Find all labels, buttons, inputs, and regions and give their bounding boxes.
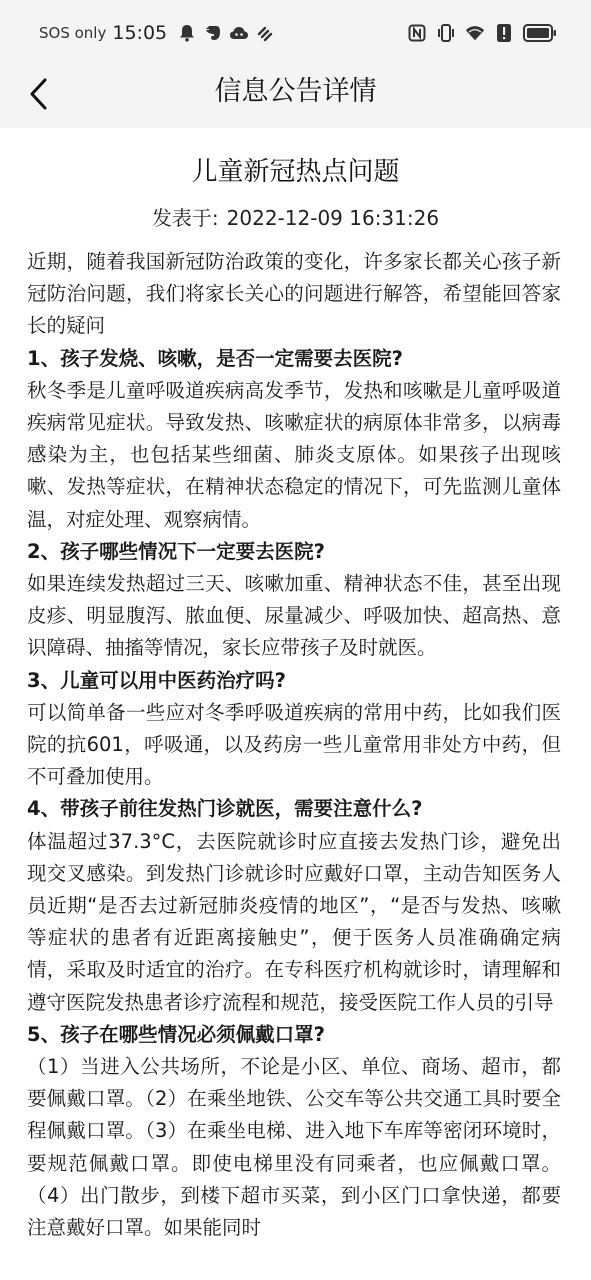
clock: 15:05	[112, 22, 168, 44]
battery-icon	[523, 23, 557, 43]
article-meta	[0, 200, 591, 236]
sos-indicator: SOS only	[39, 24, 107, 42]
cloud-icon	[229, 23, 249, 43]
nfc-icon	[407, 23, 427, 43]
paragraph: 近期，随着我国新冠防治政策的变化，许多家长都关心孩子新冠防治问题，我们将家长关心的问题进行解答，希望能回答家长的疑问	[27, 250, 561, 338]
paragraph: （1）当进入公共场所，不论是小区、单位、商场、超市，都要佩戴口罩。（2）在乘坐地铁、公交车等公共交通工具时要全程佩戴口罩。（3）在乘坐电梯、进入地下车库等密闭环境时，要规范佩戴口罩。即使电梯里没有同乘者，也应佩戴口罩。（4）出门散步，到楼下超市买菜，到小区门口拿快递，都要注意戴好口罩。如果能同时	[27, 1055, 561, 1240]
evernote-icon	[203, 23, 223, 43]
article[interactable]	[0, 128, 591, 1280]
section-heading: 5、孩子在哪些情况必须佩戴口罩?	[27, 1022, 325, 1046]
vibrate-icon	[436, 23, 456, 43]
article-body	[27, 246, 561, 1244]
bell-icon	[177, 23, 197, 43]
section-heading: 2、孩子哪些情况下一定要去医院?	[27, 539, 325, 563]
link-icon	[255, 23, 275, 43]
section-heading: 1、孩子发烧、咳嗽，是否一定需要去医院?	[27, 346, 403, 370]
paragraph: 体温超过37.3°C，去医院就诊时应直接去发热门诊，避免出现交叉感染。到发热门诊就诊时应戴好口罩，主动告知医务人员近期“是否去过新冠肺炎疫情的地区”，“是否与发热、咳嗽等症状的患者有近距离接触史”，便于医务人员准确确定病情，采取及时适宜的治疗。在专科医疗机构就诊时，请理解和遵守医院发热患者诊疗流程和规范，接受医院工作人员的引导	[27, 829, 561, 1014]
status-left	[39, 20, 275, 46]
status-right	[407, 19, 557, 47]
publish-date: 2022-12-09 16:31:26	[226, 206, 440, 230]
page-title: 信息公告详情	[214, 76, 377, 107]
date-label: 发表于:	[151, 206, 219, 230]
section-heading: 4、带孩子前往发热门诊就医，需要注意什么?	[27, 797, 423, 821]
status-bar	[0, 0, 591, 64]
article-title: 儿童新冠热点问题	[191, 157, 400, 187]
alert-icon	[494, 23, 514, 43]
section-heading: 3、儿童可以用中医药治疗吗?	[27, 668, 286, 692]
app-header	[0, 64, 591, 128]
paragraph: 可以简单备一些应对冬季呼吸道疾病的常用中药，比如我们医院的抗601，呼吸通，以及药房一些儿童常用非处方中药，但不可叠加使用。	[27, 700, 561, 789]
paragraph: 秋冬季是儿童呼吸道疾病高发季节，发热和咳嗽是儿童呼吸道疾病常见症状。导致发热、咳嗽症状的病原体非常多，以病毒感染为主，也包括某些细菌、肺炎支原体。如果孩子出现咳嗽、发热等症状，在精神状态稳定的情况下，可先监测儿童体温，对症处理、观察病情。	[27, 378, 561, 531]
paragraph: 如果连续发热超过三天、咳嗽加重、精神状态不佳，甚至出现皮疹、明显腹泻、脓血便、尿量减少、呼吸加快、超高热、意识障碍、抽搐等情况，家长应带孩子及时就医。	[27, 572, 561, 660]
wifi-icon	[465, 23, 485, 43]
